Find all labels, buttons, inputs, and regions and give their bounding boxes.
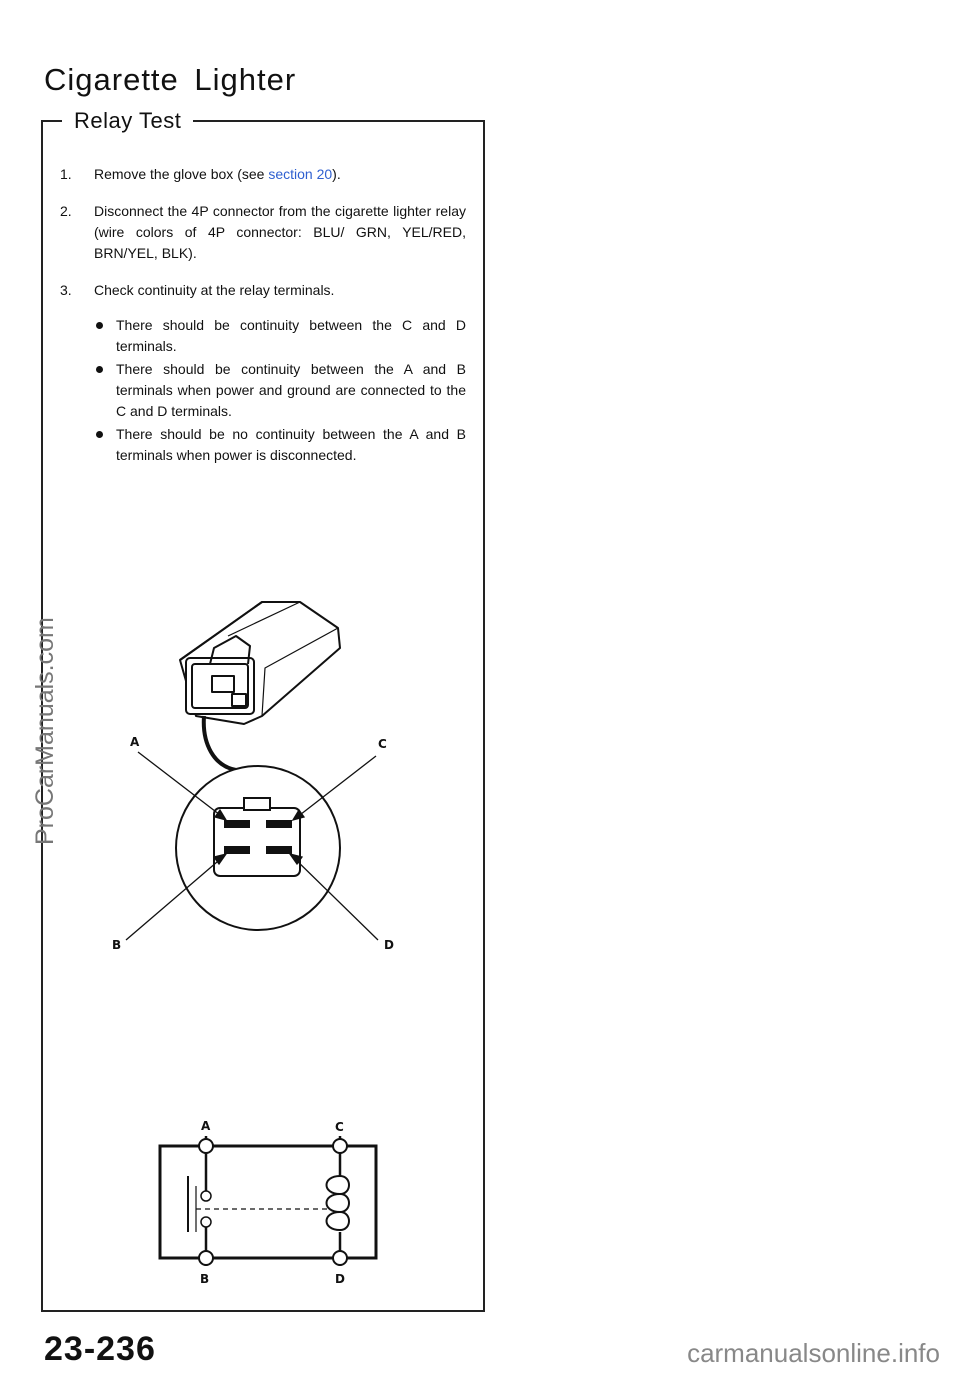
terminal-d-node [333,1251,347,1265]
step-number: 1. [60,166,72,182]
step-text: Disconnect the 4P connector from the cigarette lighter relay (wire colors of 4P connector: BLU/ GRN, YEL/RED, BRN/YEL, BLK). [94,203,466,261]
bullet-text: There should be continuity between the C and D terminals. [116,317,466,354]
bullet-text: There should be continuity between the A and B terminals when power and ground are connected to the C and D terminals. [116,361,466,419]
connector-latch [244,798,270,810]
step-text-part: Remove the glove box (see [94,166,269,182]
label-a: A [130,735,140,749]
terminal-a-node [199,1139,213,1153]
schematic-label-c: C [335,1120,344,1134]
terminal-d [266,846,292,854]
terminal-b [224,846,250,854]
page-number: 23-236 [44,1330,156,1368]
schematic-box [160,1146,376,1258]
coil-icon [327,1176,341,1230]
schematic-label-b: B [200,1272,210,1286]
section-link[interactable]: section 20 [268,166,333,182]
terminal-a [224,820,250,828]
label-c: C [378,737,387,751]
page-title: Cigarette Lighter [44,62,297,97]
bullet-text: There should be no continuity between the A and B terminals when power is disconnected. [116,426,466,463]
magnifier-circle [176,766,340,930]
schematic-label-a: A [201,1119,211,1133]
step-number: 3. [60,282,72,298]
step-number: 2. [60,203,72,219]
label-d: D [384,938,394,952]
relay-illustration [180,602,340,770]
terminal-c-node [333,1139,347,1153]
connector-face-view [112,735,394,952]
label-b: B [112,938,122,952]
section-title: Relay Test [62,108,193,134]
step-text-part: ). [332,166,341,182]
terminal-b-node [199,1251,213,1265]
schematic-label-d: D [335,1272,345,1286]
footer-site-text: carmanualsonline.info [687,1338,940,1368]
watermark-text: ProCarManuals.com [31,617,59,845]
step-text: Check continuity at the relay terminals. [94,282,335,298]
relay-schematic [160,1136,376,1266]
terminal-c [266,820,292,828]
